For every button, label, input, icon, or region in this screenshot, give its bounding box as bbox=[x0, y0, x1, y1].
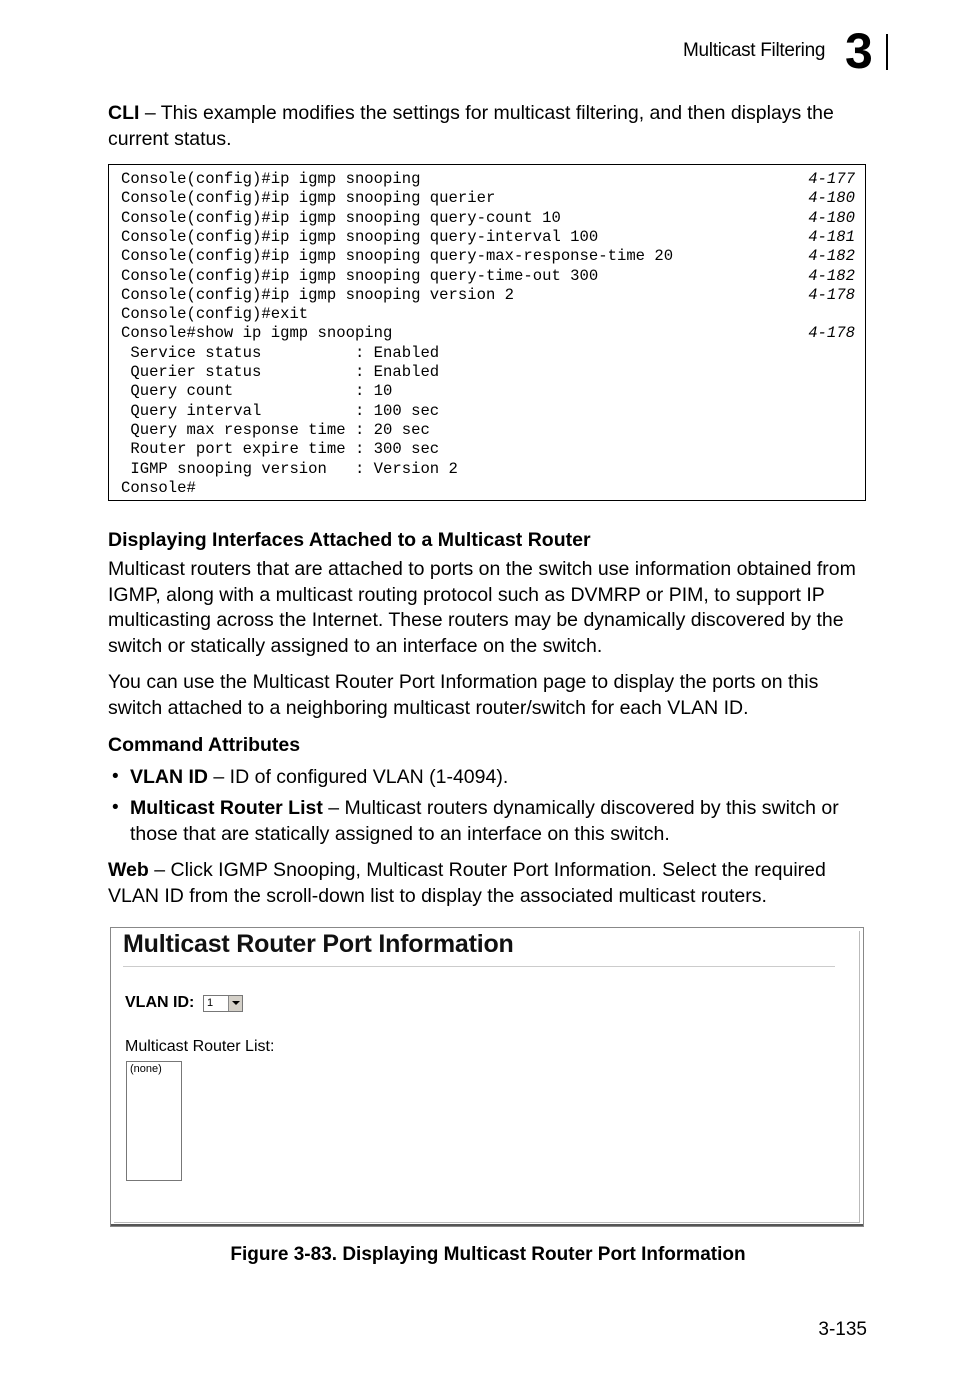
code-page-ref: 4-178 bbox=[808, 285, 855, 304]
bullet-dot: • bbox=[112, 766, 119, 787]
code-line: Console(config)#exit bbox=[121, 305, 309, 324]
chapter-number: 3 bbox=[845, 23, 872, 79]
code-page-ref: 4-182 bbox=[808, 247, 855, 266]
code-line: Console(config)#ip igmp snooping query-time-out 300 bbox=[121, 266, 599, 285]
figure-bottom-border bbox=[111, 1224, 863, 1226]
attribute-router-list bbox=[130, 796, 870, 847]
code-line: Querier status : Enabled bbox=[121, 363, 440, 381]
code-line: Console(config)#ip igmp snooping version 2 bbox=[121, 285, 515, 304]
web-intro-text: – Click IGMP Snooping, Multicast Router Port Information. Select the required VLAN ID from the scroll-down list to display the associated multicast routers. bbox=[108, 859, 826, 907]
code-page-ref: 4-181 bbox=[808, 227, 855, 246]
page-number: 3-135 bbox=[818, 1319, 867, 1340]
attribute-term: VLAN ID bbox=[130, 766, 208, 788]
code-line: Query max response time : 20 sec bbox=[121, 420, 430, 439]
figure-frame bbox=[114, 931, 860, 1223]
cli-code-block bbox=[108, 164, 866, 501]
figure-screenshot bbox=[110, 927, 864, 1227]
attribute-desc: – ID of configured VLAN (1-4094). bbox=[208, 766, 509, 788]
paragraph-2: You can use the Multicast Router Port Information page to display the ports on this switch attached to a neighboring multicast router/switch for each VLAN ID. bbox=[108, 671, 819, 719]
chevron-down-icon[interactable] bbox=[228, 996, 242, 1011]
router-list-label: Multicast Router List: bbox=[125, 1038, 275, 1055]
code-line: Console(config)#ip igmp snooping query-interval 100 bbox=[121, 227, 599, 246]
list-item[interactable]: (none) bbox=[130, 1063, 162, 1075]
code-page-ref: 4-178 bbox=[808, 324, 855, 343]
cli-intro-text: – This example modifies the settings for multicast filtering, and then displays the current status. bbox=[108, 102, 834, 150]
code-page-ref: 4-180 bbox=[808, 208, 855, 227]
code-page-ref: 4-180 bbox=[808, 189, 855, 208]
code-page-ref: 4-177 bbox=[808, 170, 855, 188]
vlan-id-value: 1 bbox=[207, 997, 214, 1009]
code-line: Console(config)#ip igmp snooping querier bbox=[121, 189, 496, 208]
page-title: Multicast Router Port Information bbox=[123, 930, 514, 958]
code-line: Console(config)#ip igmp snooping query-count 10 bbox=[121, 208, 561, 227]
web-intro bbox=[108, 858, 868, 909]
cli-label: CLI bbox=[108, 102, 140, 124]
vlan-id-label: VLAN ID: bbox=[125, 994, 195, 1011]
section-heading: Displaying Interfaces Attached to a Multicast Router bbox=[108, 529, 591, 551]
header-rule bbox=[886, 34, 888, 70]
code-line: Query interval : 100 sec bbox=[121, 401, 440, 420]
figure-caption: Figure 3-83. Displaying Multicast Router Port Information bbox=[230, 1244, 746, 1265]
code-line: IGMP snooping version : Version 2 bbox=[121, 459, 458, 478]
code-line: Router port expire time : 300 sec bbox=[121, 440, 440, 459]
code-line: Console(config)#ip igmp snooping query-max-response-time 20 bbox=[121, 247, 674, 266]
bullet-dot: • bbox=[112, 797, 119, 818]
code-line: Query count : 10 bbox=[121, 382, 393, 401]
title-divider bbox=[123, 966, 835, 967]
running-header: Multicast Filtering bbox=[683, 40, 826, 61]
attribute-term: Multicast Router List bbox=[130, 797, 323, 819]
vlan-id-select[interactable] bbox=[203, 995, 243, 1012]
code-line: Console# bbox=[121, 478, 196, 497]
attributes-heading: Command Attributes bbox=[108, 734, 301, 756]
code-page-ref: 4-182 bbox=[808, 266, 855, 285]
code-line: Console(config)#ip igmp snooping bbox=[121, 170, 421, 188]
web-label: Web bbox=[108, 859, 149, 881]
code-line: Console#show ip igmp snooping bbox=[121, 324, 393, 343]
router-listbox[interactable] bbox=[126, 1061, 182, 1181]
cli-intro bbox=[108, 101, 868, 152]
attribute-desc: – Multicast routers dynamically discovered by this switch or those that are statically assigned to an interface on this switch. bbox=[130, 797, 839, 845]
paragraph-1: Multicast routers that are attached to ports on the switch use information obtained from IGMP, along with a multicast routing protocol such as DVMRP or PIM, to support IP multicasting across the Internet. These routers may be dynamically discovered by the switch or statically assigned to an interface on the switch. bbox=[108, 558, 856, 657]
attribute-vlan-id bbox=[130, 765, 870, 791]
code-line: Service status : Enabled bbox=[121, 343, 440, 362]
